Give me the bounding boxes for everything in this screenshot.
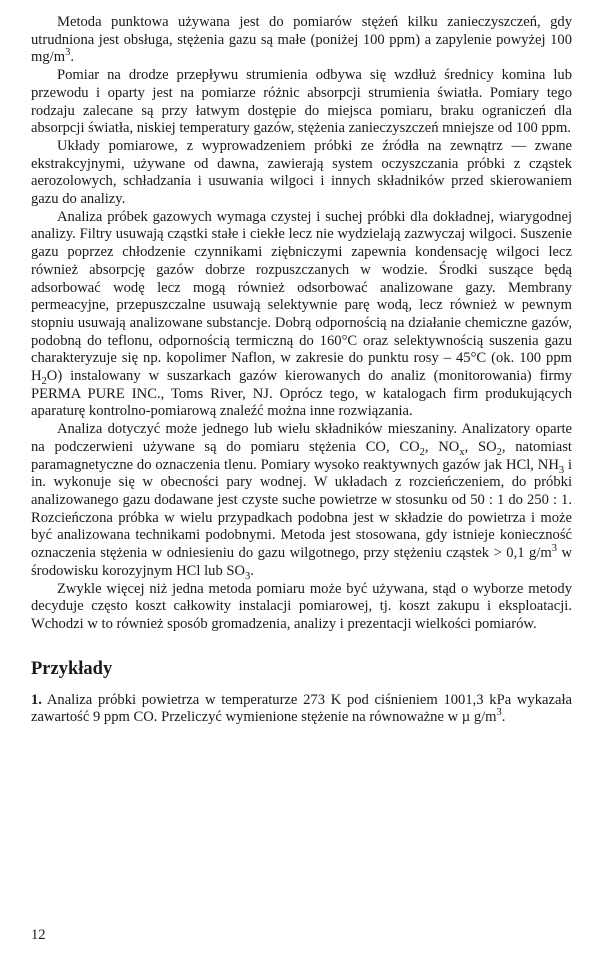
paragraph-list: [31, 14, 572, 634]
paragraph-method-choice: Zwykle więcej niż jedna metoda pomiaru może być używana, stąd o wyborze metody decyduje często koszt całkowity instalacji pomiarowej, tj. koszt zakupu i eksploatacji. Wchodzi w to również sposób gromadzenia, analizy i prezentacji wielkości pomiarów.: [31, 580, 572, 632]
paragraph-path-measurement: Pomiar na drodze przepływu strumienia odbywa się wzdłuż średnicy komina lub przewodu i oparty jest na pomiarze różnic absorpcji strumienia światła. Pomiary tego rodzaju zalecane są przy łatwym dostępie do miejsca pomiaru, braku ograniczeń dla absorpcji światła, niskiej temperatury gazów, stężenia zanieczyszczeń mniejsze od 100 ppm.: [31, 67, 572, 137]
example-text: Analiza próbki powietrza w temperaturze 273 K pod ciśnieniem 1001,3 kPa wykazała zawartość 9 ppm CO. Przeliczyć wymienione stężenie na równoważne w µ $g/m^3$.: [31, 691, 572, 726]
paragraph-point-method: Metoda punktowa używana jest do pomiarów stężeń kilku zanieczyszczeń, gdy utrudniona jest obsługa, stężenia gazu są małe (poniżej 100 ppm) a zapylenie powyżej 100 $mg/m^3$.: [31, 14, 572, 66]
section-heading: Przykłady: [31, 658, 113, 679]
body-text: [31, 14, 572, 727]
paragraph-sample-preparation: Analiza próbek gazowych wymaga czystej i suchej próbki dla dokładnej, wiarygodnej analizy. Filtry usuwają cząstki stałe i ciekłe lecz nie wydzielają zazwyczaj wilgoci. Suszenie gazu poprzez chłodzenie czynnikami ziębniczymi zapewnia kondensację wilgoci lecz również absorpcję gazów dobrze rozpuszczanych w wodzie. Środki suszące będą adsorbować wodę lecz mogą również odsorbować analizowane gazy. Membrany permeacyjne, przepuszczalne usuwają selektywnie parę wodą, lecz również w pewnym stopniu usuwają analizowane substancje. Dobrą odpornością na działanie chemiczne gazów, podobną do teflonu, odpornością termiczną do 160°C oraz selektywnością suszenia gazu charakteryzuje się np. kopolimer Naflon, w zakresie do punktu rosy – 45°C (ok. 100 ppm $H_2O$) instalowany w suszarkach gazów kierowanych do analiz (monitorowania) firmy PERMA PURE INC., Toms River, NJ. Oprócz tego, w katalogach firm produkujących aparaturę kontrolno-pomiarową znaleźć można inne rozwiązania.: [31, 208, 572, 420]
paragraph-measurement-systems: Układy pomiarowe, z wyprowadzeniem próbki ze źródła na zewnątrz — zwane ekstrakcyjnymi, używane od dawna, zawierają system oczyszczania próbki z cząstek aerozolowych, schładzania i usuwania wilgoci i innych składników przed skierowaniem gazu do analizy.: [31, 137, 572, 208]
paragraph-analysis-components: Analiza dotyczyć może jednego lub wielu składników mieszaniny. Analizatory oparte na podczerwieni używane są do pomiaru stężenia CO, $CO_2$, $NO_x$, $SO_2$, natomiast paramagnetyczne do oznaczenia tlenu. Pomiary wysoko reaktywnych gazów jak HCl, $NH_3$ i in. wykonuje się w obecności pary wodnej. W układach z rozcieńczeniem, do próbki analizowanego gazu dodawane jest czyste suche powietrze w stosunku od 50 : 1 do 250 : 1. Rozcieńczona próbka w wielu przypadkach podobna jest w składzie do powietrza i może być analizowana technikami podobnymi. Metoda jest stosowana, gdy istnieje konieczność oznaczenia stężenia w odniesieniu do gazu wilgotnego, przy stężeniu cząstek > 0,1 $g/m^3$ w środowisku korozyjnym HCl lub $SO_3$.: [31, 421, 572, 582]
example-number: 1.: [31, 691, 42, 708]
example-1: [31, 692, 572, 727]
page-number: 12: [31, 927, 46, 943]
